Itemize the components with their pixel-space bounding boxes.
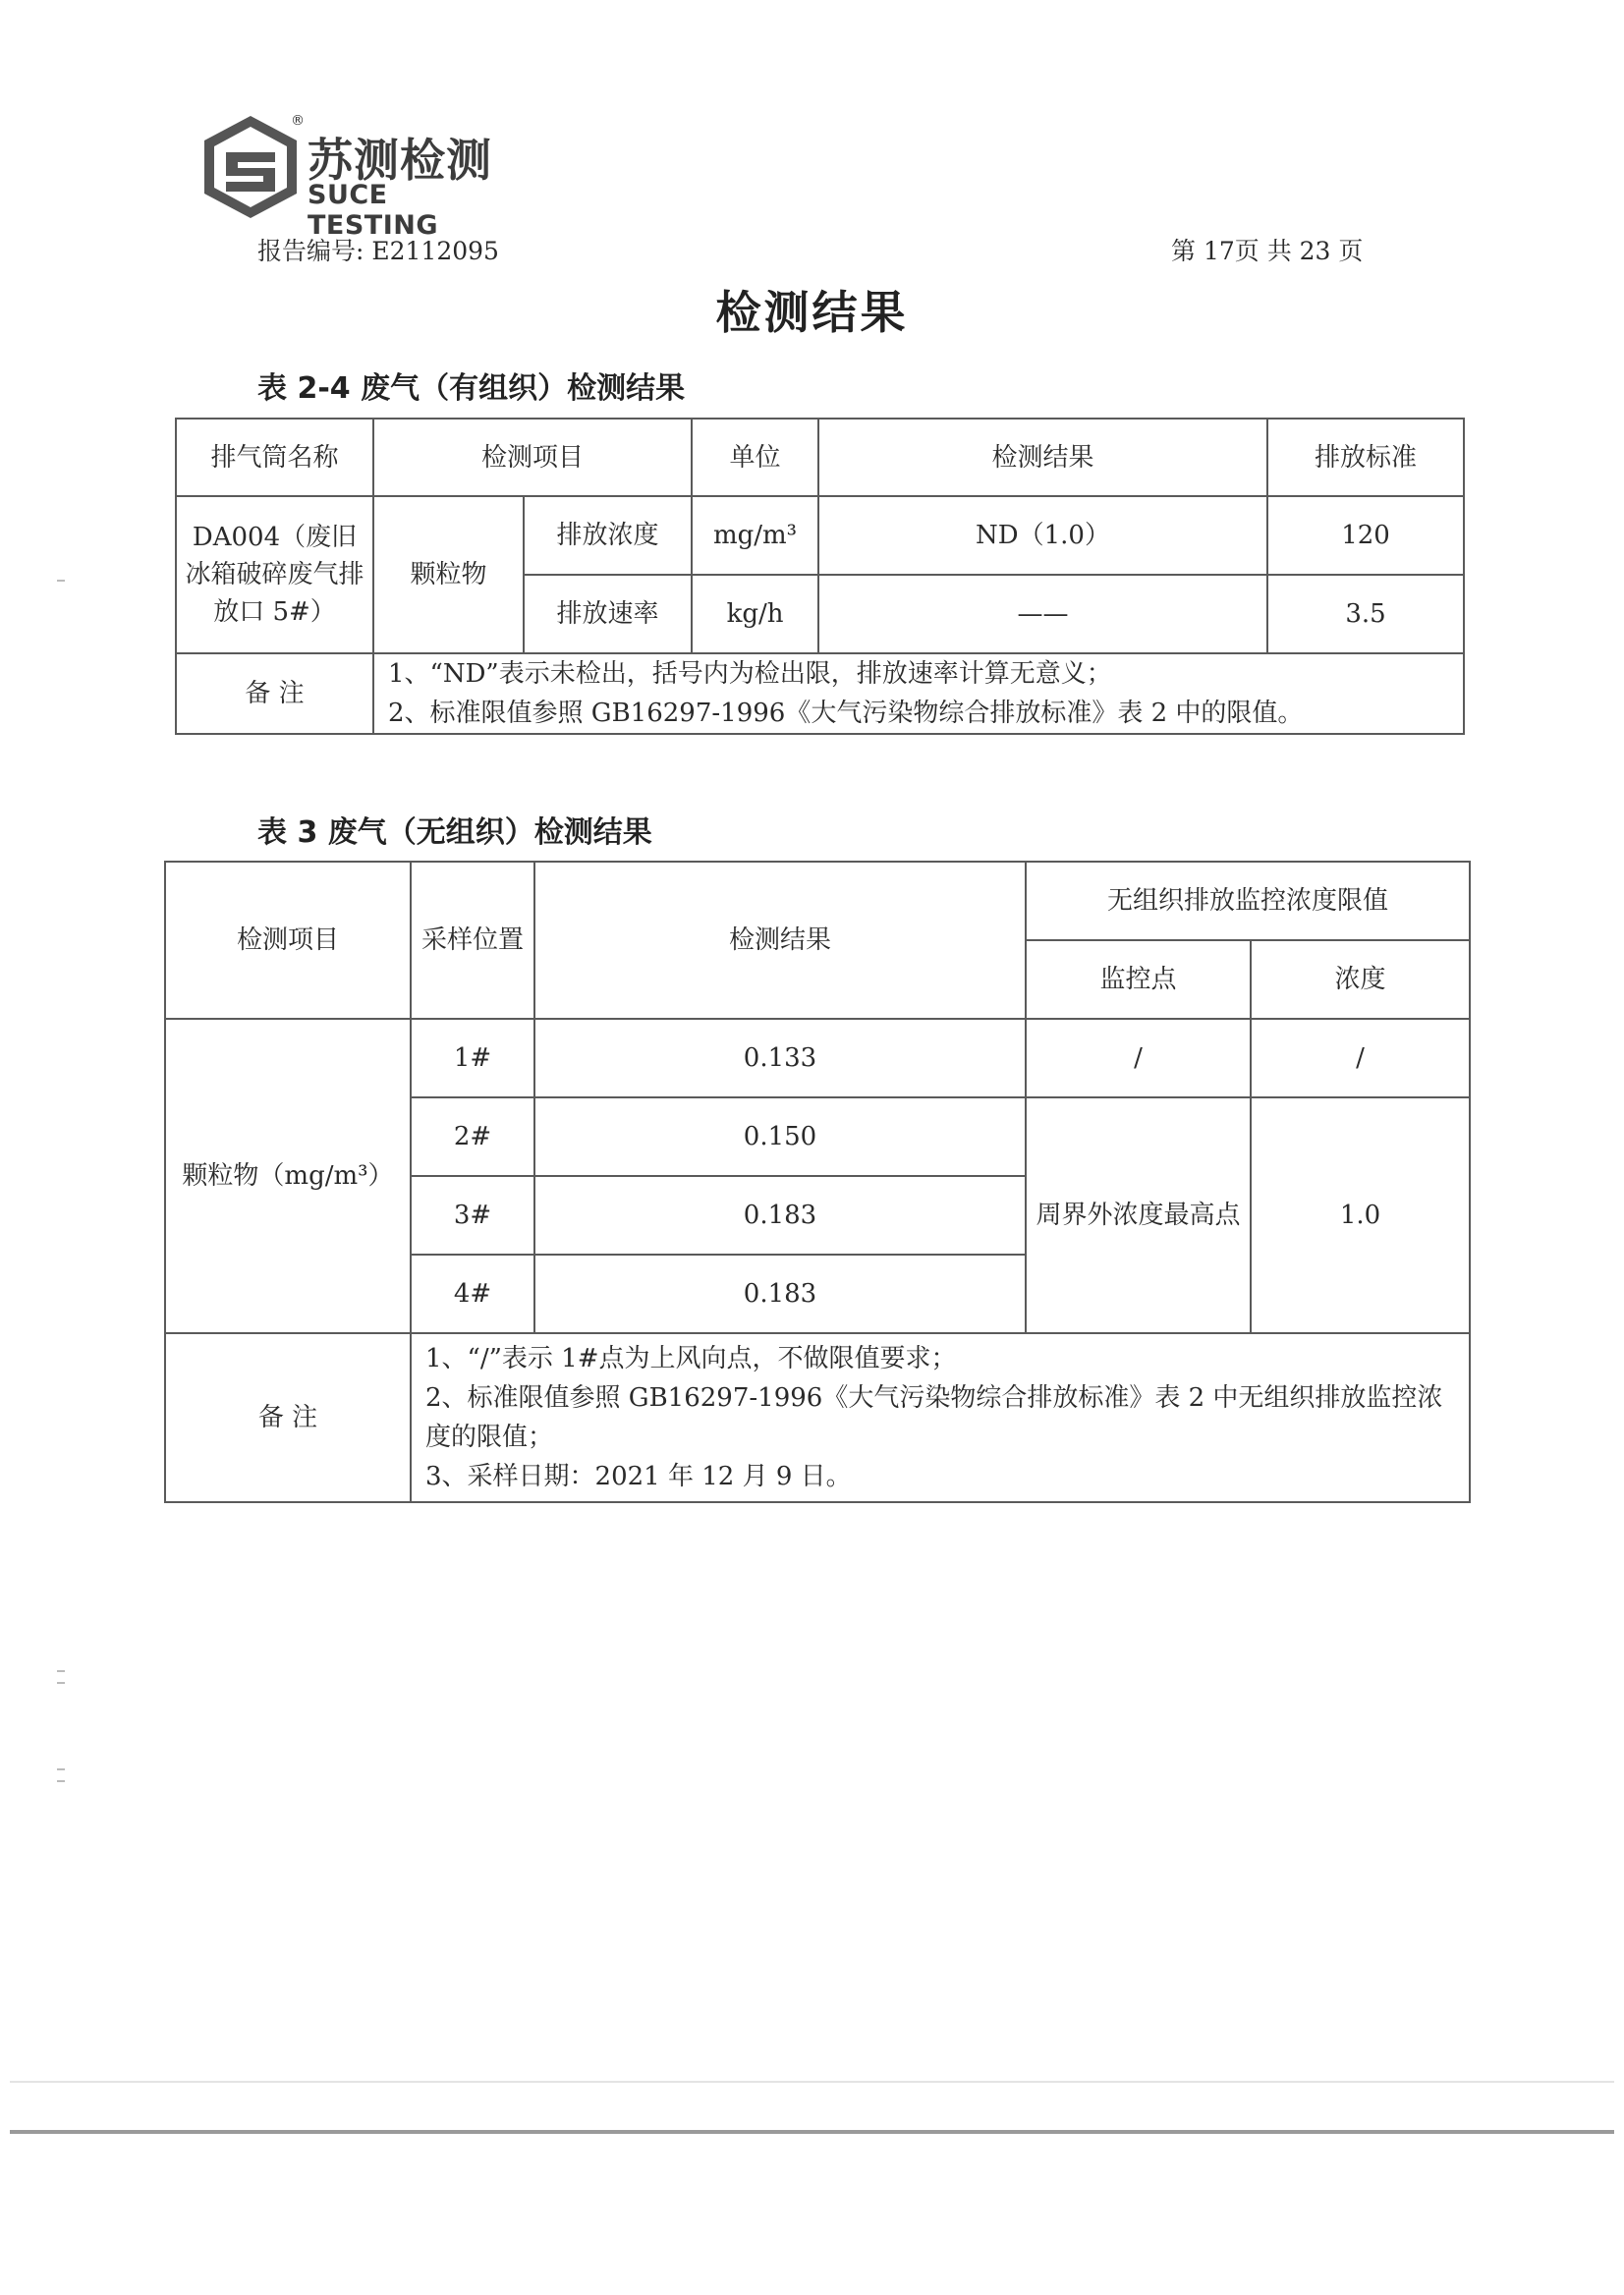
position-cell: 2# — [411, 1097, 534, 1176]
scan-mark — [57, 580, 65, 582]
unit-cell: mg/m³ — [692, 496, 818, 575]
header-result: 检测结果 — [534, 862, 1026, 1019]
merged-concentration-cell: 1.0 — [1251, 1097, 1470, 1333]
standard-cell: 3.5 — [1267, 575, 1464, 653]
registered-mark: ® — [291, 113, 305, 129]
remarks-cell — [373, 653, 1464, 734]
header-concentration: 浓度 — [1251, 940, 1470, 1019]
scan-mark — [57, 1682, 65, 1684]
item-cell: 颗粒物 — [373, 496, 524, 653]
header-limit-group: 无组织排放监控浓度限值 — [1026, 862, 1470, 940]
scan-mark — [57, 1780, 65, 1782]
table-header-row — [176, 419, 1464, 496]
header-test-item: 检测项目 — [165, 862, 411, 1019]
remarks-row — [176, 653, 1464, 734]
remark-label: 备 注 — [165, 1333, 411, 1502]
remark-line: 1、“ND”表示未检出，括号内为检出限，排放速率计算无意义； — [388, 659, 1112, 689]
footer-divider — [10, 2130, 1614, 2134]
organized-emission-table — [175, 418, 1465, 735]
header-monitor-point: 监控点 — [1026, 940, 1251, 1019]
header-stack-name: 排气筒名称 — [176, 419, 373, 496]
header-sampling-position: 采样位置 — [411, 862, 534, 1019]
standard-cell: 120 — [1267, 496, 1464, 575]
result-cell: 0.133 — [534, 1019, 1026, 1097]
brand-name-en: SUCE TESTING — [308, 180, 439, 241]
header-test-item: 检测项目 — [373, 419, 692, 496]
result-cell: 0.150 — [534, 1097, 1026, 1176]
table2-caption: 表 3 废气（无组织）检测结果 — [257, 815, 652, 850]
param-cell: 排放速率 — [524, 575, 692, 653]
remark-label: 备 注 — [176, 653, 373, 734]
result-cell: —— — [818, 575, 1267, 653]
remarks-cell — [411, 1333, 1470, 1502]
fugitive-emission-table — [164, 861, 1471, 1503]
position-cell: 4# — [411, 1255, 534, 1333]
header-standard: 排放标准 — [1267, 419, 1464, 496]
header-unit: 单位 — [692, 419, 818, 496]
remark-line: 2、标准限值参照 GB16297-1996《大气污染物综合排放标准》表 2 中的限值。 — [388, 699, 1304, 728]
scan-mark — [57, 1670, 65, 1672]
position-cell: 3# — [411, 1176, 534, 1255]
position-cell: 1# — [411, 1019, 534, 1097]
header-result: 检测结果 — [818, 419, 1267, 496]
suce-logo-icon — [196, 113, 305, 221]
table-header-row — [165, 862, 1470, 940]
remark-line: 2、标准限值参照 GB16297-1996《大气污染物综合排放标准》表 2 中无组织排放监控浓度的限值； — [425, 1383, 1443, 1452]
remark-line: 3、采样日期：2021 年 12 月 9 日。 — [425, 1462, 852, 1491]
footer-divider-light — [10, 2081, 1614, 2083]
param-cell: 排放浓度 — [524, 496, 692, 575]
table-row — [176, 496, 1464, 575]
scan-mark — [57, 1768, 65, 1770]
remark-line: 1、“/”表示 1#点为上风向点，不做限值要求； — [425, 1344, 957, 1373]
remarks-row — [165, 1333, 1470, 1502]
concentration-cell: / — [1251, 1019, 1470, 1097]
monitor-point-cell: / — [1026, 1019, 1251, 1097]
page-number: 第 17页 共 23 页 — [1171, 237, 1364, 265]
table-row — [165, 1019, 1470, 1097]
stack-name-cell: DA004（废旧冰箱破碎废气排放口 5#） — [176, 496, 373, 653]
merged-monitor-point-cell: 周界外浓度最高点 — [1026, 1097, 1251, 1333]
item-cell: 颗粒物（mg/m³） — [165, 1019, 411, 1333]
unit-cell: kg/h — [692, 575, 818, 653]
page-title: 检测结果 — [715, 286, 909, 339]
result-cell: 0.183 — [534, 1176, 1026, 1255]
company-logo — [196, 113, 521, 241]
result-cell: ND（1.0） — [818, 496, 1267, 575]
result-cell: 0.183 — [534, 1255, 1026, 1333]
table1-caption: 表 2-4 废气（有组织）检测结果 — [257, 371, 686, 406]
report-number: 报告编号: E2112095 — [257, 237, 499, 265]
brand-name-cn: 苏测检测 — [308, 134, 492, 187]
